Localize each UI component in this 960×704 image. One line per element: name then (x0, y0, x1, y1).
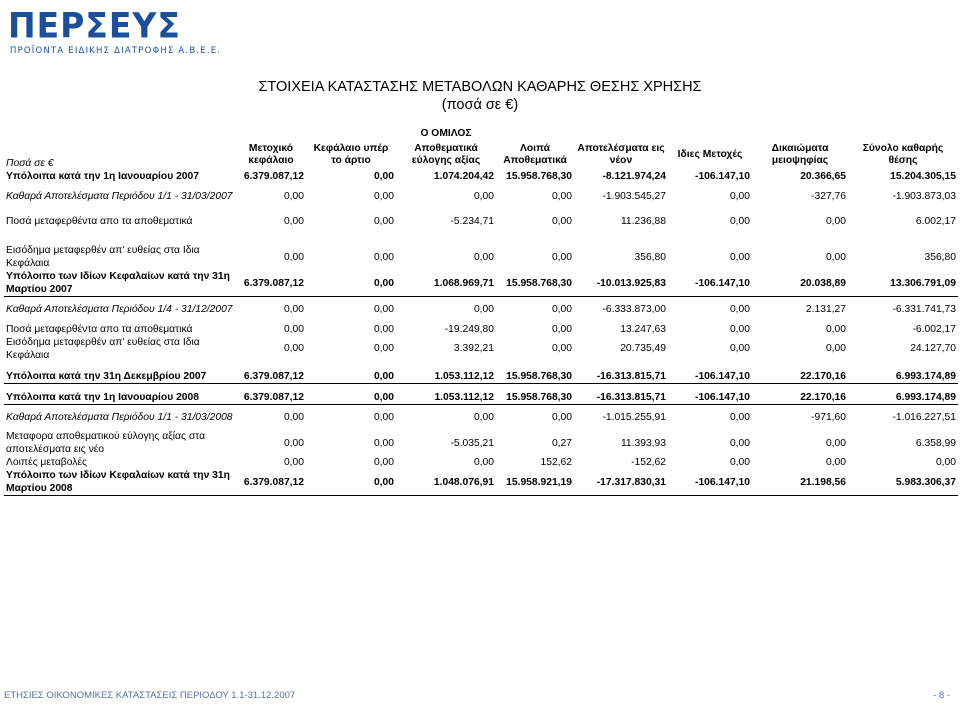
cell-value: -19.249,80 (444, 323, 494, 335)
cell-value: -1.015.255,91 (602, 411, 666, 423)
cell-value: 1.053.112,12 (396, 391, 496, 405)
col-header: Σύνολο καθαρής θέσης (862, 143, 944, 166)
cell-value: 0,00 (551, 304, 572, 316)
cell-value: 15.958.768,30 (506, 171, 572, 182)
table-row (4, 215, 958, 228)
row-label: Μεταφορα αποθεματικού εύλογης αξίας στα αποτελέσματα εις νέο (6, 431, 206, 455)
cell-value: -5.234,71 (450, 216, 494, 227)
cell-value: 15.958.768,30 (496, 391, 574, 405)
col-header: Μετοχικό κεφάλαιο (248, 143, 294, 166)
col-header: Αποτελέσματα εις νέον (577, 143, 665, 166)
logo-tagline: ΠΡΟΪΟΝΤΑ ΕΙΔΙΚΗΣ ΔΙΑΤΡΟΦΗΣ Α.Β.Ε.Ε. (10, 46, 222, 56)
cell-value: 0,00 (283, 343, 304, 354)
group-header-row (4, 128, 958, 140)
cell-value: -10.013.925,83 (574, 270, 668, 297)
cell-value: 0,00 (473, 304, 494, 316)
cell-value: 6.379.087,12 (236, 391, 306, 405)
cell-value: 0,00 (473, 251, 494, 263)
cell-value: 15.204.305,15 (890, 171, 956, 182)
cell-value: 0,27 (551, 437, 572, 449)
cell-value: -106.147,10 (668, 270, 752, 297)
cell-value: 3.392,21 (453, 343, 494, 354)
cell-value: 0,00 (306, 391, 396, 405)
cell-value: 0,00 (306, 270, 396, 297)
table-row (4, 270, 958, 297)
cell-value: 0,00 (373, 216, 394, 227)
cell-value: 0,00 (729, 437, 750, 449)
col-header: Δικαιώματα μειοψηφίας (771, 143, 829, 166)
cell-value: 1.048.076,91 (396, 469, 496, 496)
cell-value: 0,00 (473, 457, 494, 468)
cell-value: 0,00 (306, 469, 396, 496)
cell-value: 21.198,56 (752, 469, 848, 496)
cell-value: 0,00 (373, 411, 394, 423)
cell-value: 0,00 (283, 304, 304, 316)
table-row (4, 183, 958, 209)
cell-value: 0,00 (935, 457, 956, 468)
cell-value: -327,76 (811, 190, 846, 202)
spacer-row (4, 362, 958, 370)
cell-value: 6.993.174,89 (848, 370, 958, 384)
cell-value: 0,00 (729, 251, 750, 263)
cell-value: -6.333.873,00 (602, 304, 666, 316)
cell-value: -6.331.741,73 (892, 304, 956, 316)
cell-value: 22.170,16 (752, 391, 848, 405)
cell-value: 0,00 (551, 251, 572, 263)
row-label: Καθαρά Αποτελέσματα Περιόδου 1/1 - 31/03/2007 (6, 190, 233, 202)
cell-value: -106.147,10 (668, 370, 752, 384)
cell-value: 5.983.306,37 (848, 469, 958, 496)
cell-value: -5.035,21 (450, 437, 494, 449)
equity-changes-table (4, 128, 958, 496)
cell-value: 0,00 (825, 343, 846, 354)
cell-value: 356,80 (634, 251, 666, 263)
cell-value: 6.379.087,12 (243, 171, 304, 182)
page-number: - 8 - (933, 690, 950, 701)
table-row (4, 469, 958, 496)
spacer-row (4, 383, 958, 391)
cell-value: 0,00 (825, 323, 846, 335)
cell-value: 0,00 (729, 216, 750, 227)
cell-value: 152,62 (540, 457, 572, 468)
table-row (4, 323, 958, 336)
row-label: Υπόλοιπο των Ιδίων Κεφαλαίων κατά την 31η Μαρτίου 2008 (4, 469, 236, 496)
row-label: Ποσά μεταφερθέντα απο τα αποθεματικά (6, 216, 193, 227)
cell-value: 0,00 (551, 323, 572, 335)
cell-value: -6.002,17 (912, 323, 956, 335)
cell-value: -8.121.974,24 (602, 171, 666, 182)
cell-value: 0,00 (373, 190, 394, 202)
row-label: Εισόδημα μεταφερθέν απ' ευθείας στα Ιδια Κεφάλαια (6, 245, 200, 269)
row-label: Εισόδημα μεταφερθέν απ' ευθείας στα Ιδια Κεφάλαια (6, 336, 200, 361)
table-row (4, 336, 958, 362)
cell-value: 0,00 (373, 171, 394, 182)
page-title: ΣΤΟΙΧΕΙΑ ΚΑΤΑΣΤΑΣΗΣ ΜΕΤΑΒΟΛΩΝ ΚΑΘΑΡΗΣ ΘΕΣΗΣ ΧΡΗΣΗΣ (258, 79, 702, 95)
cell-value: 0,00 (729, 457, 750, 468)
cell-value: 20.366,65 (800, 171, 846, 182)
table-row (4, 430, 958, 456)
column-header-row (4, 140, 958, 170)
col-header: Λοιπά Αποθεματικά (503, 143, 567, 166)
cell-value: 1.074.204,42 (433, 171, 494, 182)
row-label: Υπόλοιπο των Ιδίων Κεφαλαίων κατά την 31η Μαρτίου 2007 (4, 270, 236, 297)
cell-value: 11.236,88 (620, 216, 666, 227)
col-header: Αποθεματικά εύλογης αξίας (411, 143, 481, 166)
cell-value: -17.317.830,31 (574, 469, 668, 496)
cell-value: 0,00 (373, 437, 394, 449)
cell-value: 0,00 (283, 323, 304, 335)
cell-value: 0,00 (825, 251, 846, 263)
col-header: Ιδιες Μετοχές (677, 149, 743, 160)
cell-value: -106.147,10 (668, 391, 752, 405)
cell-value: 0,00 (283, 411, 304, 423)
cell-value: -106.147,10 (695, 171, 750, 182)
row-label: Λοιπές μεταβολές (6, 457, 87, 468)
cell-value: 15.958.921,19 (496, 469, 574, 496)
cell-value: 0,00 (373, 304, 394, 316)
table-row (4, 170, 958, 183)
cell-value: 0,00 (283, 457, 304, 468)
group-header: Ο ΟΜΙΛΟΣ (420, 128, 472, 139)
cell-value: 6.379.087,12 (236, 370, 306, 384)
table-row (4, 404, 958, 430)
cell-value: 1.053.112,12 (396, 370, 496, 384)
cell-value: 0,00 (373, 323, 394, 335)
cell-value: -971,60 (811, 411, 846, 423)
cell-value: 0,00 (825, 437, 846, 449)
cell-value: 0,00 (551, 343, 572, 354)
cell-value: 0,00 (729, 304, 750, 316)
table-row (4, 391, 958, 405)
cell-value: 0,00 (473, 190, 494, 202)
cell-value: 13.306.791,09 (848, 270, 958, 297)
cell-value: 0,00 (729, 323, 750, 335)
cell-value: 0,00 (551, 216, 572, 227)
cell-value: 0,00 (825, 216, 846, 227)
currency-label: Ποσά σε € (6, 158, 54, 169)
cell-value: 6.993.174,89 (848, 391, 958, 405)
cell-value: 0,00 (283, 216, 304, 227)
cell-value: 0,00 (729, 343, 750, 354)
cell-value: 13.247,63 (620, 323, 666, 335)
cell-value: -1.903.873,03 (892, 190, 956, 202)
row-label: Καθαρά Αποτελέσματα Περιόδου 1/1 - 31/03/2008 (6, 411, 233, 423)
cell-value: 0,00 (729, 190, 750, 202)
cell-value: 20.038,89 (752, 270, 848, 297)
cell-value: 22.170,16 (752, 370, 848, 384)
cell-value: 0,00 (373, 457, 394, 468)
col-header: Κεφάλαιο υπέρ το άρτιο (313, 143, 389, 166)
cell-value: 24.127,70 (910, 343, 956, 354)
row-label: Υπόλοιπα κατά την 31η Δεκεμβρίου 2007 (4, 370, 236, 384)
cell-value: 0,00 (283, 190, 304, 202)
row-label: Καθαρά Αποτελέσματα Περιόδου 1/4 - 31/12/2007 (6, 304, 233, 316)
table-row (4, 370, 958, 384)
cell-value: -152,62 (631, 457, 666, 468)
cell-value: 0,00 (473, 411, 494, 423)
page-subtitle: (ποσά σε €) (441, 97, 519, 113)
cell-value: 6.002,17 (915, 216, 956, 227)
logo-name: ΠΕΡΣΕΥΣ (8, 5, 181, 46)
cell-value: -16.313.815,71 (574, 370, 668, 384)
cell-value: 0,00 (283, 437, 304, 449)
company-logo (8, 5, 222, 58)
cell-value: -1.903.545,27 (602, 190, 666, 202)
row-label: Υπόλοιπα κατά την 1η Ιανουαρίου 2007 (6, 171, 199, 182)
table-row (4, 456, 958, 469)
cell-value: 6.379.087,12 (236, 270, 306, 297)
cell-value: 0,00 (729, 411, 750, 423)
table-row (4, 297, 958, 323)
cell-value: 0,00 (283, 251, 304, 263)
cell-value: 11.393,93 (620, 437, 666, 449)
cell-value: 6.379.087,12 (236, 469, 306, 496)
cell-value: 1.068.969,71 (396, 270, 496, 297)
cell-value: 15.958.768,30 (496, 270, 574, 297)
cell-value: 0,00 (373, 343, 394, 354)
cell-value: -106.147,10 (668, 469, 752, 496)
page-footer (4, 690, 956, 702)
cell-value: 356,80 (924, 251, 956, 263)
cell-value: 0,00 (551, 190, 572, 202)
cell-value: 0,00 (306, 370, 396, 384)
row-label: Υπόλοιπα κατά την 1η Ιανουαρίου 2008 (4, 391, 236, 405)
cell-value: 0,00 (373, 251, 394, 263)
footer-title: ΕΤΗΣΙΕΣ ΟΙΚΟΝΟΜΙΚΕΣ ΚΑΤΑΣΤΑΣΕΙΣ ΠΕΡΙΟΔΟΥ 1.1-31.12.2007 (4, 690, 296, 701)
cell-value: 2.131,27 (805, 304, 846, 316)
row-label: Ποσά μεταφερθέντα απο τα αποθεματικά (6, 323, 193, 335)
cell-value: -16.313.815,71 (574, 391, 668, 405)
cell-value: 0,00 (825, 457, 846, 468)
cell-value: 15.958.768,30 (496, 370, 574, 384)
cell-value: 20.735,49 (620, 343, 666, 354)
table-row (4, 244, 958, 270)
cell-value: 0,00 (551, 411, 572, 423)
cell-value: -1.016.227,51 (892, 411, 956, 423)
spacer-row (4, 228, 958, 244)
cell-value: 6.358,99 (915, 437, 956, 449)
